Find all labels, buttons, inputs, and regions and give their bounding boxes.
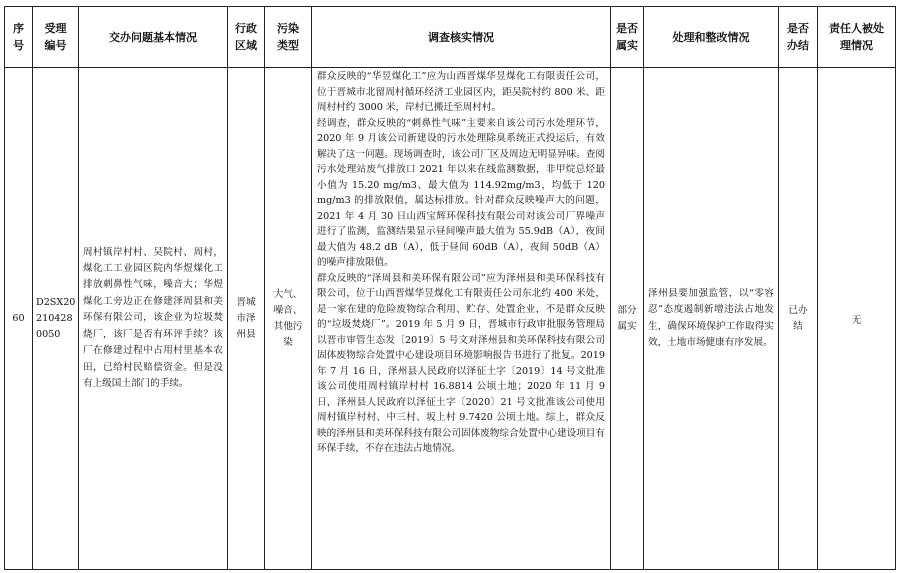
cell-id: D2SX20210428 0050 — [33, 68, 79, 570]
header-handling: 处理和整改情况 — [644, 7, 779, 68]
cell-verified: 部分属实 — [611, 68, 644, 570]
cell-accountability: 无 — [818, 68, 896, 570]
header-seq: 序号 — [5, 7, 33, 68]
petition-table — [4, 6, 896, 570]
cell-pollution: 大气、噪音、其他污染 — [265, 68, 312, 570]
investigation-paragraph: 经调查，群众反映的“刺鼻性气味”主要来自该公司污水处理环节，2020 年 9 月该公司新建设的污水处理除臭系统正式投运后，有效解决了这一问题。现场调查时，该公司厂区及周边无明显异味。查阅污水处理站废气排放口 2021 年以来在线监测数据，非甲烷总烃最小值为 15.20 mg/m3、最大值为 114.92mg/m3，均低于 120 mg/m3 的排放限值，属达标排放。针对群众反映噪声大的问题，2021 年 4 月 30 日山西宝辉环保科技有限公司对该公司厂界噪声进行了监测，监测结果显示昼间噪声最大值为 55.9dB（A），夜间最大值为 48.2 dB（A），低于昼间 60dB（A），夜间 50dB（A）的噪声排放限值。 — [317, 117, 605, 268]
header-verified: 是否属实 — [611, 7, 644, 68]
cell-seq: 60 — [5, 68, 33, 570]
investigation-paragraph: 群众反映的“泽周县和美环保有限公司”应为泽州县和美环保科技有限公司，位于山西晋煤华昱煤化工有限责任公司东北约 400 米处，是一家在建的危险废物综合利用、贮存、处置企业，不是群众反映的“垃圾焚烧厂”。2019 年 5 月 9 日，晋城市行政审批服务管理局以晋市审管生态发〔2019〕5 号文对泽州县和美环保科技有限公司固体废物综合处置中心建设项目环境影响报告书进行了批复。2019 年 7 月 16 日，泽州县人民政府以泽征土字〔2019〕14 号文批准该公司使用周村镇岸村村 16.8814 公顷土地；2020 年 11 月 9 日，泽州县人民政府以泽征土字〔2020〕21 号文批准该公司使用周村镇岸村村、中三村、坂上村 9.7420 公顷土地。综上，群众反映的泽州县和美环保科技有限公司固体废物综合处置中心建设项目有环保手续，不存在违法占地情况。 — [317, 272, 605, 454]
header-region: 行政区域 — [228, 7, 265, 68]
cell-investigation — [312, 68, 611, 570]
cell-closed: 已办结 — [779, 68, 818, 570]
header-issue: 交办问题基本情况 — [79, 7, 228, 68]
header-id: 受理编号 — [33, 7, 79, 68]
table-row — [5, 68, 896, 570]
header-accountability: 责任人被处理情况 — [818, 7, 896, 68]
cell-issue: 周村镇岸村村、吴院村、周村，煤化工工业园区院内华煜煤化工排放刺鼻性气味，噪音大；华煜煤化工旁边正在修建泽周县和美环保有限公司，该企业为垃圾焚烧厂，该厂是否有环评手续？该厂在修建过程中占用村里基本农田，已给村民赔偿资金。但是没有上级国土部门的手续。 — [79, 68, 228, 570]
header-row — [5, 7, 896, 68]
header-pollution: 污染类型 — [265, 7, 312, 68]
investigation-paragraph: 群众反映的“华昱煤化工”应为山西晋煤华昱煤化工有限责任公司，位于晋城市北留周村循环经济工业园区内，距吴院村约 800 米、距周村村约 3000 米，岸村已搬迁至周村村。 — [317, 71, 605, 113]
cell-region: 晋城市泽州县 — [228, 68, 265, 570]
header-closed: 是否办结 — [779, 7, 818, 68]
cell-handling: 泽州县要加强监管，以“零容忍”态度遏制新增违法占地发生，确保环境保护工作取得实效，土地市场健康有序发展。 — [644, 68, 779, 570]
header-investigation: 调查核实情况 — [312, 7, 611, 68]
